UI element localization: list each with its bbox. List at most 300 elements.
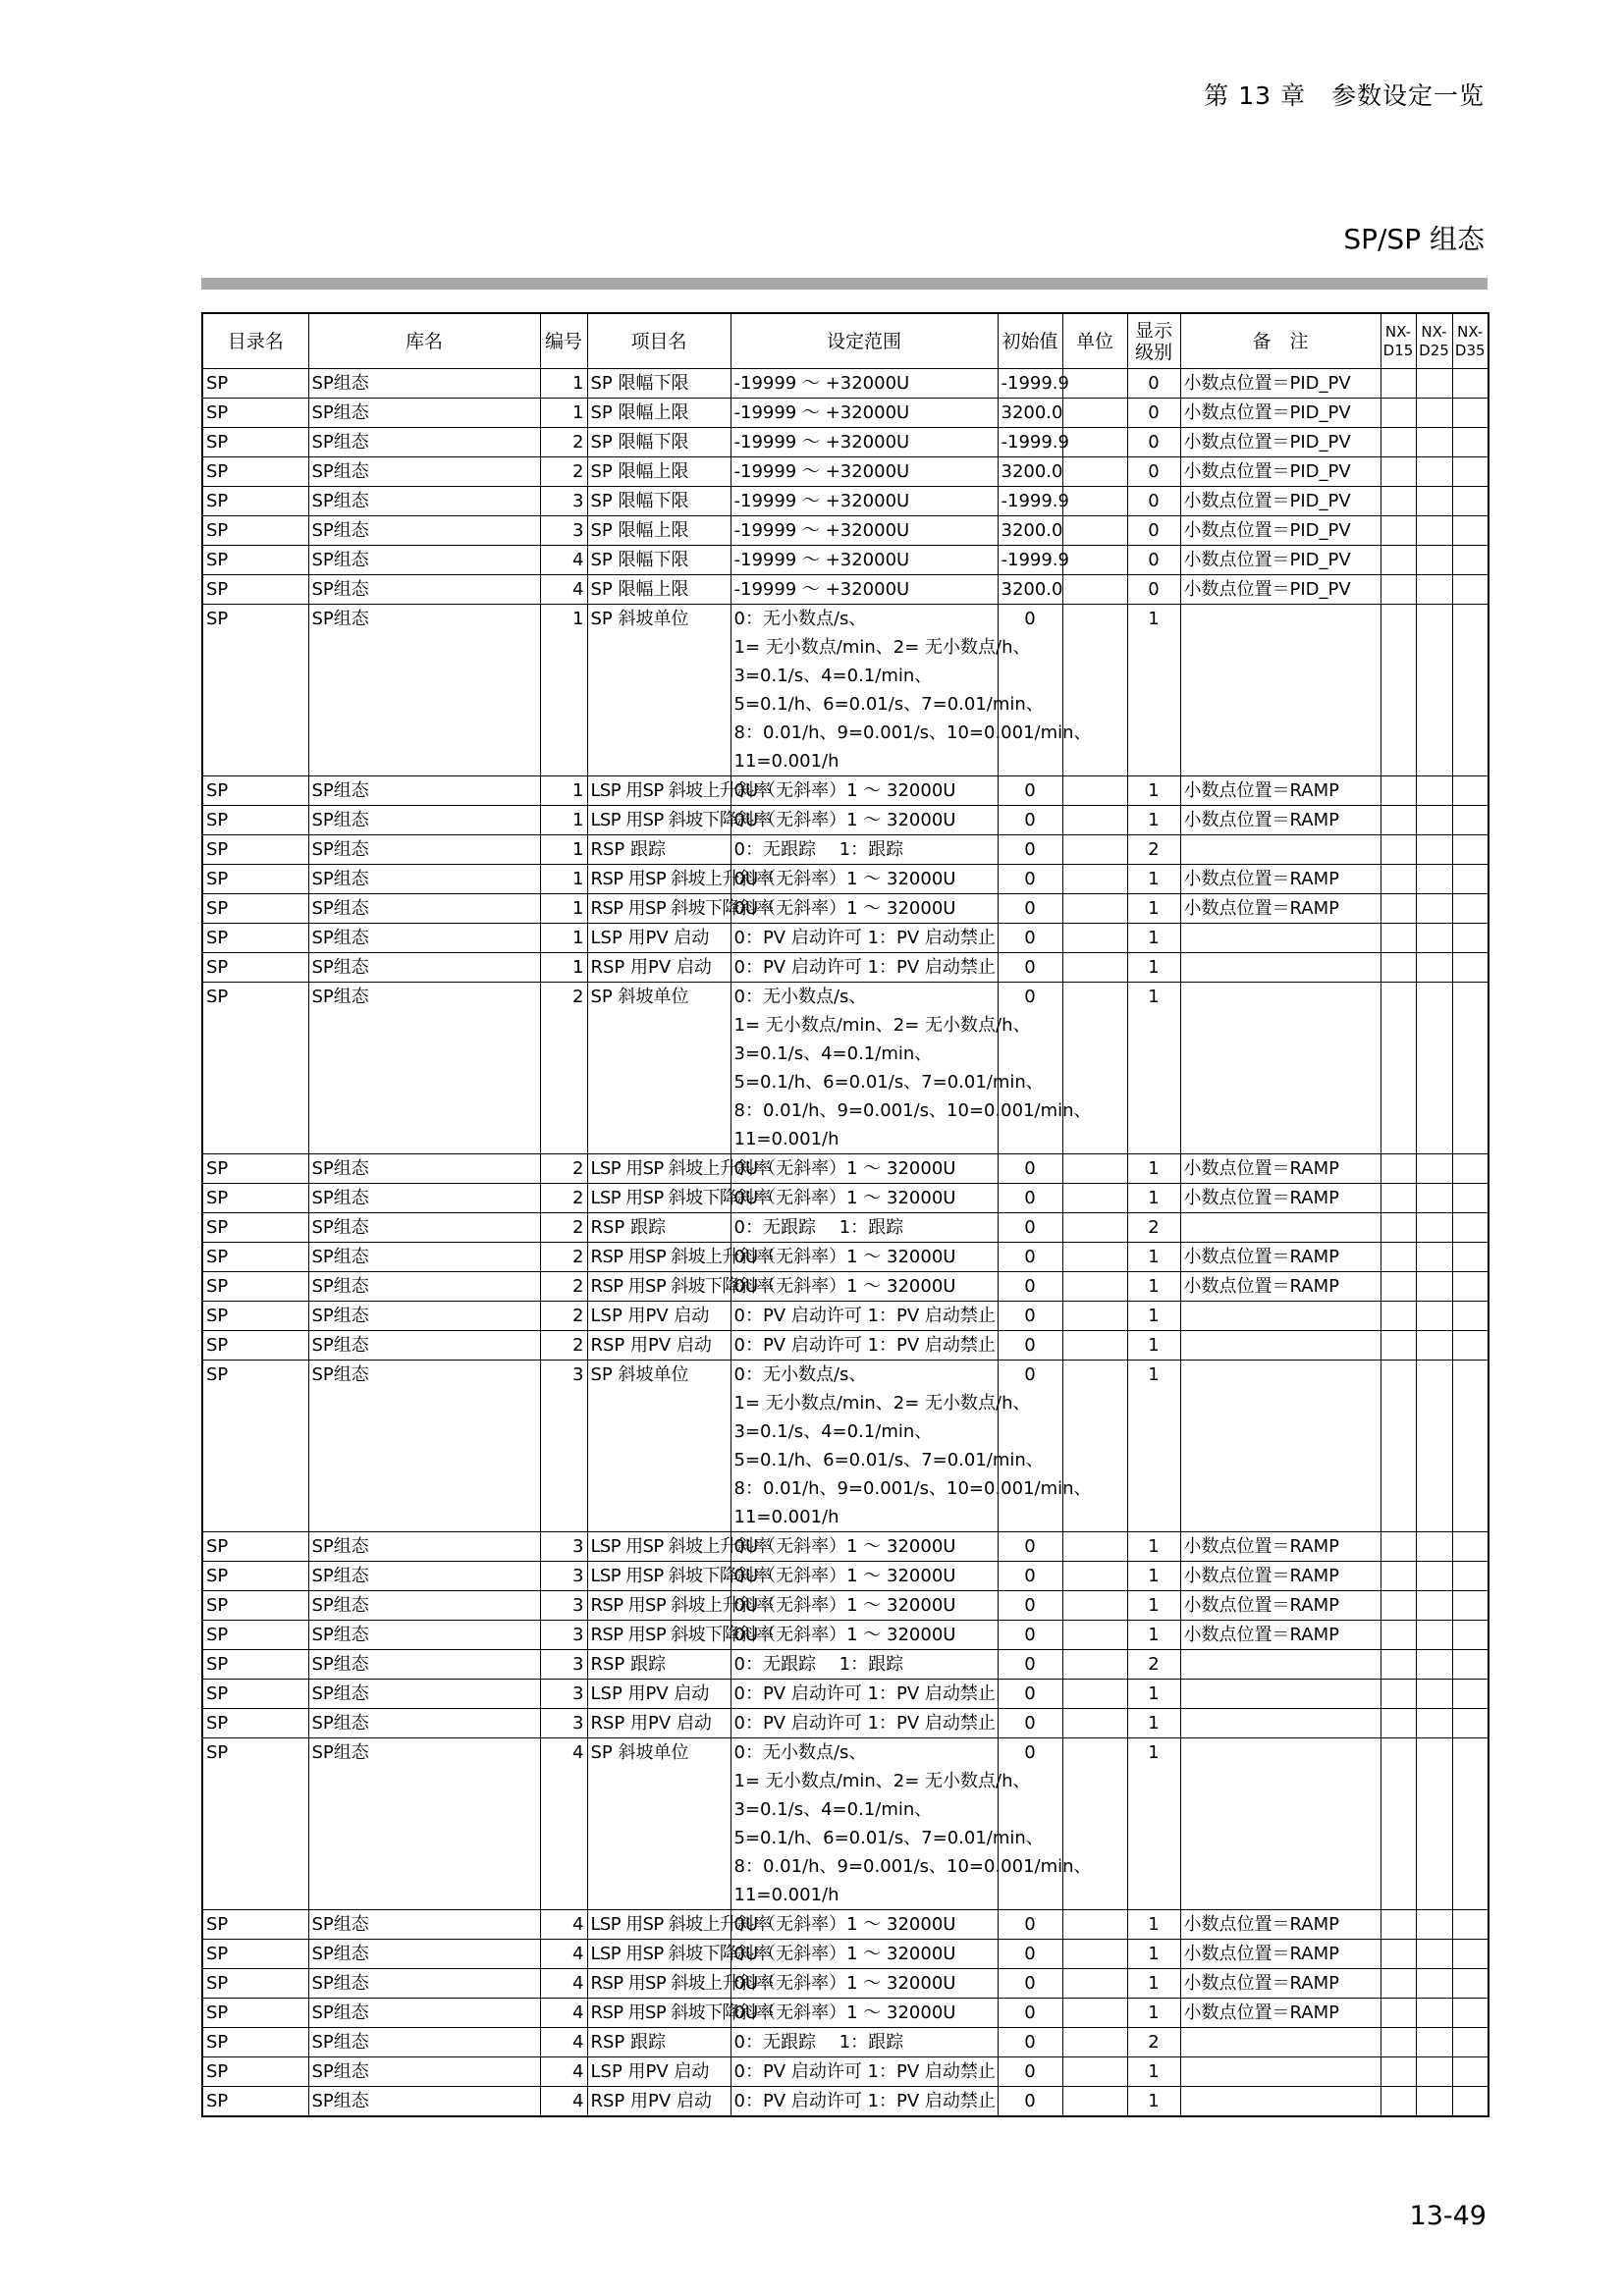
cell-item: SP 限幅下限 (587, 369, 731, 399)
table-row (202, 1213, 1489, 1243)
cell-library: SP组态 (308, 983, 540, 1154)
cell-nx-d25 (1416, 776, 1452, 806)
cell-item: LSP 用SP 斜坡下降斜率 (587, 1184, 731, 1213)
cell-nx-d25 (1416, 953, 1452, 983)
cell-library: SP组态 (308, 1621, 540, 1650)
cell-nx-d25 (1416, 1361, 1452, 1532)
cell-number: 1 (540, 924, 587, 953)
cell-nx-d15 (1380, 1910, 1416, 1940)
cell-category: SP (202, 457, 308, 487)
table-row (202, 983, 1489, 1154)
cell-nx-d25 (1416, 1272, 1452, 1302)
cell-note (1180, 1213, 1380, 1243)
cell-initial: 0 (998, 1154, 1062, 1184)
cell-unit (1062, 2087, 1127, 2117)
cell-nx-d25 (1416, 1621, 1452, 1650)
cell-nx-d35 (1452, 369, 1489, 399)
cell-category: SP (202, 835, 308, 865)
column-header: NX-D15 (1380, 313, 1416, 369)
cell-note: 小数点位置＝RAMP (1180, 1940, 1380, 1969)
table-row (202, 1709, 1489, 1738)
cell-library: SP组态 (308, 1591, 540, 1621)
cell-category: SP (202, 806, 308, 835)
cell-library: SP组态 (308, 1910, 540, 1940)
cell-item: SP 限幅上限 (587, 575, 731, 605)
cell-initial: 3200.0 (998, 516, 1062, 546)
cell-category: SP (202, 1331, 308, 1361)
cell-nx-d15 (1380, 2087, 1416, 2117)
cell-note (1180, 1709, 1380, 1738)
table-row (202, 1272, 1489, 1302)
cell-unit (1062, 2057, 1127, 2087)
cell-nx-d15 (1380, 369, 1416, 399)
cell-nx-d15 (1380, 1650, 1416, 1680)
range-line: 0：无小数点/s、 (733, 1742, 867, 1763)
cell-number: 1 (540, 776, 587, 806)
cell-library: SP组态 (308, 369, 540, 399)
cell-nx-d35 (1452, 546, 1489, 575)
cell-category: SP (202, 1213, 308, 1243)
cell-level: 2 (1127, 1213, 1180, 1243)
cell-number: 1 (540, 605, 587, 776)
cell-item: RSP 用SP 斜坡上升斜率 (587, 1243, 731, 1272)
cell-category: SP (202, 1709, 308, 1738)
cell-nx-d15 (1380, 1213, 1416, 1243)
cell-number: 3 (540, 1591, 587, 1621)
cell-range: 0U（无斜率）1 ～ 32000U (731, 1272, 998, 1302)
table-row (202, 605, 1489, 776)
table-row (202, 894, 1489, 924)
header-divider (201, 278, 1488, 290)
range-line: 5=0.1/h、6=0.01/s、7=0.01/min、 (733, 1450, 1044, 1470)
cell-level: 2 (1127, 835, 1180, 865)
cell-range: 0U（无斜率）1 ～ 32000U (731, 1621, 998, 1650)
cell-initial: 3200.0 (998, 575, 1062, 605)
cell-number: 2 (540, 1213, 587, 1243)
cell-item: LSP 用SP 斜坡下降斜率 (587, 1940, 731, 1969)
cell-range: 0U（无斜率）1 ～ 32000U (731, 1999, 998, 2028)
cell-note (1180, 1331, 1380, 1361)
cell-nx-d25 (1416, 1999, 1452, 2028)
cell-level: 0 (1127, 487, 1180, 516)
cell-nx-d25 (1416, 428, 1452, 457)
cell-category: SP (202, 1738, 308, 1910)
cell-note: 小数点位置＝RAMP (1180, 1621, 1380, 1650)
cell-note: 小数点位置＝PID_PV (1180, 546, 1380, 575)
cell-nx-d35 (1452, 516, 1489, 546)
cell-number: 4 (540, 2057, 587, 2087)
cell-range: 0U（无斜率）1 ～ 32000U (731, 1940, 998, 1969)
table-row (202, 1999, 1489, 2028)
column-header: 备 注 (1180, 313, 1380, 369)
cell-range: -19999 ～ +32000U (731, 399, 998, 428)
cell-category: SP (202, 487, 308, 516)
cell-initial: 0 (998, 1621, 1062, 1650)
cell-library: SP组态 (308, 575, 540, 605)
cell-item: SP 斜坡单位 (587, 1738, 731, 1910)
cell-item: RSP 用PV 启动 (587, 1331, 731, 1361)
table-row (202, 1650, 1489, 1680)
cell-note: 小数点位置＝RAMP (1180, 1532, 1380, 1562)
cell-level: 1 (1127, 983, 1180, 1154)
cell-nx-d15 (1380, 924, 1416, 953)
column-header: 编号 (540, 313, 587, 369)
cell-library: SP组态 (308, 2057, 540, 2087)
cell-initial: 0 (998, 1184, 1062, 1213)
cell-category: SP (202, 1302, 308, 1331)
column-header: 单位 (1062, 313, 1127, 369)
cell-initial: 0 (998, 1680, 1062, 1709)
cell-note: 小数点位置＝RAMP (1180, 1184, 1380, 1213)
cell-library: SP组态 (308, 605, 540, 776)
cell-range: -19999 ～ +32000U (731, 546, 998, 575)
cell-nx-d15 (1380, 457, 1416, 487)
cell-note: 小数点位置＝RAMP (1180, 1591, 1380, 1621)
cell-initial: 0 (998, 894, 1062, 924)
cell-nx-d15 (1380, 575, 1416, 605)
cell-nx-d35 (1452, 457, 1489, 487)
cell-level: 1 (1127, 1591, 1180, 1621)
cell-nx-d35 (1452, 487, 1489, 516)
range-line: 3=0.1/s、4=0.1/min、 (733, 666, 933, 686)
cell-unit (1062, 1709, 1127, 1738)
cell-number: 2 (540, 1184, 587, 1213)
cell-category: SP (202, 1940, 308, 1969)
cell-number: 1 (540, 894, 587, 924)
table-row (202, 546, 1489, 575)
cell-nx-d15 (1380, 1680, 1416, 1709)
cell-number: 4 (540, 2028, 587, 2057)
cell-range: 0：无跟踪 1：跟踪 (731, 1213, 998, 1243)
cell-category: SP (202, 1650, 308, 1680)
cell-library: SP组态 (308, 428, 540, 457)
cell-category: SP (202, 1680, 308, 1709)
cell-nx-d35 (1452, 399, 1489, 428)
cell-unit (1062, 1680, 1127, 1709)
cell-nx-d15 (1380, 546, 1416, 575)
cell-nx-d35 (1452, 1621, 1489, 1650)
cell-note: 小数点位置＝PID_PV (1180, 369, 1380, 399)
cell-nx-d25 (1416, 516, 1452, 546)
cell-note (1180, 924, 1380, 953)
cell-note: 小数点位置＝RAMP (1180, 1272, 1380, 1302)
range-line: 3=0.1/s、4=0.1/min、 (733, 1043, 933, 1064)
cell-nx-d25 (1416, 806, 1452, 835)
cell-item: LSP 用SP 斜坡上升斜率 (587, 1910, 731, 1940)
cell-nx-d15 (1380, 1621, 1416, 1650)
cell-item: LSP 用PV 启动 (587, 924, 731, 953)
table-row (202, 1940, 1489, 1969)
cell-nx-d25 (1416, 835, 1452, 865)
table-row (202, 953, 1489, 983)
cell-number: 3 (540, 1621, 587, 1650)
cell-range: 0：PV 启动许可 1：PV 启动禁止 (731, 953, 998, 983)
column-header: 项目名 (587, 313, 731, 369)
cell-nx-d25 (1416, 457, 1452, 487)
cell-range (731, 605, 1092, 776)
cell-number: 1 (540, 865, 587, 894)
cell-note: 小数点位置＝RAMP (1180, 1999, 1380, 2028)
cell-note: 小数点位置＝RAMP (1180, 865, 1380, 894)
cell-note (1180, 2087, 1380, 2117)
cell-level: 1 (1127, 1302, 1180, 1331)
cell-initial: 0 (998, 865, 1062, 894)
table-row (202, 1621, 1489, 1650)
cell-library: SP组态 (308, 953, 540, 983)
cell-note: 小数点位置＝RAMP (1180, 1910, 1380, 1940)
cell-library: SP组态 (308, 1999, 540, 2028)
cell-note (1180, 2028, 1380, 2057)
cell-number: 2 (540, 457, 587, 487)
cell-nx-d25 (1416, 575, 1452, 605)
cell-level: 1 (1127, 605, 1180, 776)
cell-unit (1062, 428, 1127, 457)
cell-initial: 0 (998, 2087, 1062, 2117)
cell-range: -19999 ～ +32000U (731, 575, 998, 605)
cell-unit (1062, 1243, 1127, 1272)
cell-number: 2 (540, 1272, 587, 1302)
cell-note: 小数点位置＝RAMP (1180, 1969, 1380, 1999)
cell-unit (1062, 1361, 1127, 1532)
cell-nx-d25 (1416, 1331, 1452, 1361)
range-line: 5=0.1/h、6=0.01/s、7=0.01/min、 (733, 1828, 1044, 1848)
cell-level: 1 (1127, 1184, 1180, 1213)
cell-nx-d25 (1416, 546, 1452, 575)
cell-unit (1062, 1621, 1127, 1650)
cell-unit (1062, 1969, 1127, 1999)
cell-level: 1 (1127, 1940, 1180, 1969)
cell-number: 1 (540, 953, 587, 983)
cell-nx-d15 (1380, 428, 1416, 457)
cell-range: 0：PV 启动许可 1：PV 启动禁止 (731, 1680, 998, 1709)
range-line: 8：0.01/h、9=0.001/s、10=0.001/min、 (733, 1856, 1092, 1877)
cell-category: SP (202, 1562, 308, 1591)
cell-library: SP组态 (308, 516, 540, 546)
cell-category: SP (202, 1910, 308, 1940)
cell-item: SP 限幅上限 (587, 399, 731, 428)
cell-nx-d35 (1452, 1331, 1489, 1361)
cell-initial: 3200.0 (998, 457, 1062, 487)
cell-note (1180, 1680, 1380, 1709)
range-line: 5=0.1/h、6=0.01/s、7=0.01/min、 (733, 694, 1044, 715)
table-row (202, 369, 1489, 399)
cell-range (731, 1738, 1092, 1910)
page-number: 13-49 (1409, 2201, 1487, 2231)
cell-number: 3 (540, 1562, 587, 1591)
cell-library: SP组态 (308, 835, 540, 865)
cell-nx-d35 (1452, 865, 1489, 894)
cell-nx-d35 (1452, 983, 1489, 1154)
cell-nx-d35 (1452, 806, 1489, 835)
cell-number: 1 (540, 835, 587, 865)
cell-unit (1062, 516, 1127, 546)
cell-range: 0U（无斜率）1 ～ 32000U (731, 1154, 998, 1184)
cell-level: 1 (1127, 1361, 1180, 1532)
cell-item: RSP 用SP 斜坡上升斜率 (587, 1969, 731, 1999)
cell-level: 1 (1127, 1243, 1180, 1272)
cell-nx-d15 (1380, 1532, 1416, 1562)
cell-level: 1 (1127, 865, 1180, 894)
cell-initial: 0 (998, 835, 1062, 865)
cell-number: 2 (540, 428, 587, 457)
cell-number: 2 (540, 1302, 587, 1331)
cell-library: SP组态 (308, 2028, 540, 2057)
cell-category: SP (202, 605, 308, 776)
cell-unit (1062, 2028, 1127, 2057)
cell-range: 0U（无斜率）1 ～ 32000U (731, 1243, 998, 1272)
cell-note: 小数点位置＝RAMP (1180, 1154, 1380, 1184)
cell-library: SP组态 (308, 1650, 540, 1680)
cell-item: SP 斜坡单位 (587, 983, 731, 1154)
cell-nx-d25 (1416, 1532, 1452, 1562)
cell-library: SP组态 (308, 1154, 540, 1184)
cell-unit (1062, 1302, 1127, 1331)
cell-note (1180, 1650, 1380, 1680)
cell-number: 3 (540, 1361, 587, 1532)
cell-nx-d25 (1416, 894, 1452, 924)
range-line: 1= 无小数点/min、2= 无小数点/h、 (733, 637, 1031, 658)
cell-item: LSP 用SP 斜坡下降斜率 (587, 806, 731, 835)
cell-range: 0U（无斜率）1 ～ 32000U (731, 1910, 998, 1940)
cell-number: 4 (540, 1940, 587, 1969)
cell-nx-d25 (1416, 1562, 1452, 1591)
table-row (202, 776, 1489, 806)
cell-library: SP组态 (308, 1302, 540, 1331)
cell-range: 0：PV 启动许可 1：PV 启动禁止 (731, 924, 998, 953)
range-line: 11=0.001/h (733, 1129, 839, 1149)
cell-initial: -1999.9 (998, 428, 1062, 457)
cell-library: SP组态 (308, 1184, 540, 1213)
column-header: 初始值 (998, 313, 1062, 369)
cell-level: 0 (1127, 457, 1180, 487)
cell-nx-d35 (1452, 575, 1489, 605)
cell-category: SP (202, 516, 308, 546)
cell-level: 1 (1127, 1738, 1180, 1910)
cell-unit (1062, 1650, 1127, 1680)
cell-item: RSP 跟踪 (587, 835, 731, 865)
cell-range: 0：PV 启动许可 1：PV 启动禁止 (731, 1709, 998, 1738)
cell-item: LSP 用PV 启动 (587, 1302, 731, 1331)
cell-nx-d25 (1416, 369, 1452, 399)
cell-nx-d25 (1416, 1302, 1452, 1331)
cell-nx-d15 (1380, 835, 1416, 865)
cell-unit (1062, 1999, 1127, 2028)
cell-library: SP组态 (308, 1331, 540, 1361)
table-row (202, 575, 1489, 605)
cell-range: 0：PV 启动许可 1：PV 启动禁止 (731, 1302, 998, 1331)
cell-library: SP组态 (308, 1213, 540, 1243)
table-row (202, 1532, 1489, 1562)
cell-nx-d35 (1452, 1591, 1489, 1621)
cell-note (1180, 1361, 1380, 1532)
cell-category: SP (202, 1621, 308, 1650)
table-row (202, 1738, 1489, 1910)
cell-nx-d35 (1452, 2057, 1489, 2087)
range-line: 8：0.01/h、9=0.001/s、10=0.001/min、 (733, 722, 1092, 743)
cell-nx-d35 (1452, 1532, 1489, 1562)
cell-initial: 0 (998, 1532, 1062, 1562)
cell-nx-d35 (1452, 1940, 1489, 1969)
cell-item: LSP 用SP 斜坡上升斜率 (587, 776, 731, 806)
cell-item: SP 限幅下限 (587, 428, 731, 457)
table-row (202, 1910, 1489, 1940)
cell-level: 2 (1127, 2028, 1180, 2057)
cell-level: 1 (1127, 1154, 1180, 1184)
table-row (202, 2028, 1489, 2057)
cell-number: 1 (540, 399, 587, 428)
range-line: 11=0.001/h (733, 751, 839, 772)
chapter-title: 第 13 章 参数设定一览 (1204, 81, 1485, 110)
cell-item: SP 限幅下限 (587, 487, 731, 516)
cell-category: SP (202, 1154, 308, 1184)
cell-category: SP (202, 865, 308, 894)
cell-note (1180, 953, 1380, 983)
cell-level: 1 (1127, 1272, 1180, 1302)
cell-nx-d15 (1380, 1272, 1416, 1302)
cell-unit (1062, 1272, 1127, 1302)
range-line: 3=0.1/s、4=0.1/min、 (733, 1799, 933, 1820)
table-row (202, 806, 1489, 835)
cell-item: LSP 用SP 斜坡上升斜率 (587, 1532, 731, 1562)
table-row (202, 1154, 1489, 1184)
cell-nx-d25 (1416, 1213, 1452, 1243)
cell-nx-d35 (1452, 924, 1489, 953)
range-line: 5=0.1/h、6=0.01/s、7=0.01/min、 (733, 1072, 1044, 1093)
cell-item: RSP 跟踪 (587, 2028, 731, 2057)
cell-item: SP 限幅下限 (587, 546, 731, 575)
cell-item: LSP 用SP 斜坡下降斜率 (587, 1562, 731, 1591)
cell-library: SP组态 (308, 546, 540, 575)
cell-level: 1 (1127, 806, 1180, 835)
cell-library: SP组态 (308, 1361, 540, 1532)
cell-nx-d15 (1380, 953, 1416, 983)
cell-nx-d15 (1380, 516, 1416, 546)
table-row (202, 1562, 1489, 1591)
table-row (202, 924, 1489, 953)
cell-nx-d15 (1380, 1591, 1416, 1621)
cell-nx-d25 (1416, 605, 1452, 776)
column-header: 显示级别 (1127, 313, 1180, 369)
table-header-row (202, 313, 1489, 369)
cell-category: SP (202, 399, 308, 428)
cell-note: 小数点位置＝PID_PV (1180, 575, 1380, 605)
cell-nx-d25 (1416, 1969, 1452, 1999)
cell-item: LSP 用PV 启动 (587, 1680, 731, 1709)
cell-nx-d25 (1416, 983, 1452, 1154)
cell-range (731, 983, 1092, 1154)
cell-nx-d35 (1452, 1910, 1489, 1940)
cell-range: -19999 ～ +32000U (731, 457, 998, 487)
cell-item: RSP 跟踪 (587, 1650, 731, 1680)
cell-item: SP 限幅上限 (587, 516, 731, 546)
cell-library: SP组态 (308, 924, 540, 953)
cell-nx-d15 (1380, 399, 1416, 428)
cell-level: 1 (1127, 1969, 1180, 1999)
cell-note: 小数点位置＝PID_PV (1180, 516, 1380, 546)
cell-category: SP (202, 546, 308, 575)
cell-note: 小数点位置＝PID_PV (1180, 487, 1380, 516)
cell-nx-d25 (1416, 1243, 1452, 1272)
cell-nx-d15 (1380, 776, 1416, 806)
cell-nx-d35 (1452, 1184, 1489, 1213)
cell-number: 3 (540, 1680, 587, 1709)
cell-nx-d35 (1452, 1361, 1489, 1532)
cell-unit (1062, 1591, 1127, 1621)
cell-note: 小数点位置＝RAMP (1180, 1562, 1380, 1591)
cell-range: -19999 ～ +32000U (731, 487, 998, 516)
cell-nx-d35 (1452, 1302, 1489, 1331)
cell-initial: 0 (998, 1302, 1062, 1331)
